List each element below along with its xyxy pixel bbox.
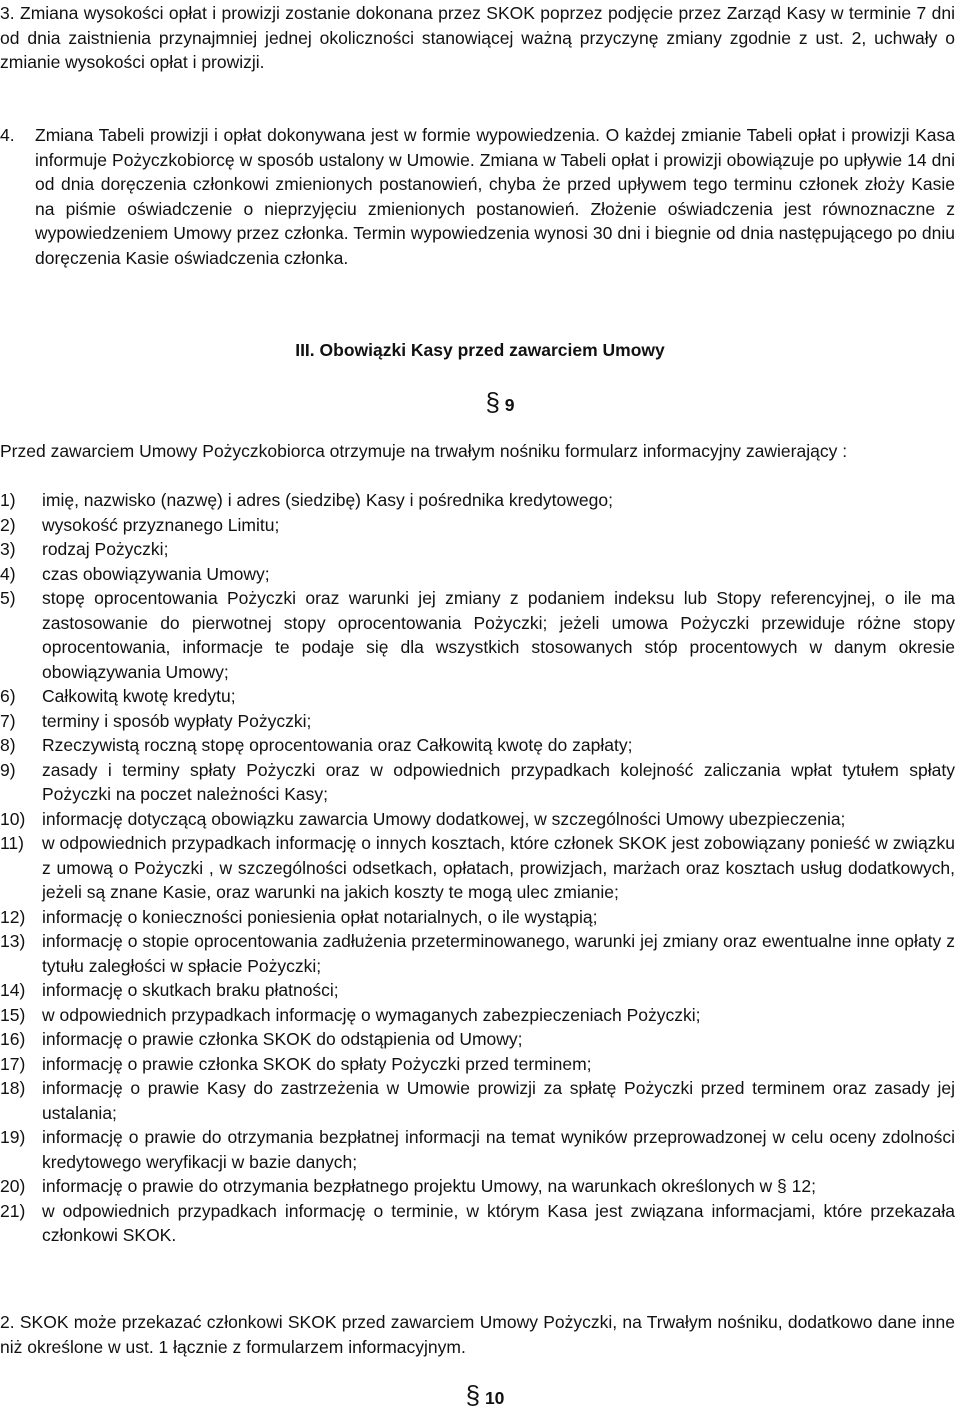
section-10-mark — [440, 1380, 530, 1411]
list-item — [0, 831, 955, 905]
section-number: 10 — [484, 1388, 505, 1408]
section-number: 9 — [504, 395, 515, 415]
list-item — [0, 978, 955, 1003]
list-item-number: 5) — [0, 588, 16, 608]
list-item-number: 16) — [0, 1029, 26, 1049]
list-item-number: 4) — [0, 563, 16, 584]
list-item-number: 15) — [0, 1004, 26, 1025]
list-item-text: czas obowiązywania Umowy; — [42, 563, 270, 584]
paragraph-2 — [0, 1310, 955, 1359]
list-item-number: 20) — [0, 1176, 26, 1196]
paragraph-text: Zmiana Tabeli prowizji i opłat dokonywana jest w formie wypowiedzenia. O każdej zmianie Tabeli opłat i prowizji Kasa informuje Pożyczkobiorcę w sposób ustalony w Umowie. Zmiana w Tabeli opłat i prowizji obowiązuje po upływie 14 dni od dnia doręczenia członkowi zmienionych postanowień, chyba że przed upływem tego terminu członek złoży Kasie na piśmie oświadczenie o nieprzyjęciu zmienionych postanowień. Złożenie oświadczenia jest równoznaczne z wypowiedzeniem Umowy przez członka. Termin wypowiedzenia wynosi 30 dni i biegnie od dnia następującego po dniu doręczenia Kasie oświadczenia członka. — [35, 125, 955, 268]
list-item-number: 19) — [0, 1127, 26, 1147]
list-item — [0, 733, 955, 758]
list-item-number: 13) — [0, 931, 26, 951]
list-item-number: 8) — [0, 735, 16, 755]
list-item — [0, 929, 955, 978]
list-item-text: informację o prawie Kasy do zastrzeżenia w Umowie prowizji za spłatę Pożyczki przed terminem oraz zasady jej ustalania; — [42, 1078, 955, 1123]
information-list — [0, 488, 955, 1248]
list-item-text: informację o prawie do otrzymania bezpłatnej informacji na temat wyników przeprowadzonej w celu oceny zdolności kredytowego weryfikacji w bazie danych; — [42, 1127, 955, 1172]
paragraph-text: SKOK może przekazać członkowi SKOK przed zawarciem Umowy Pożyczki, na Trwałym nośniku, dodatkowo dane inne niż określone w ust. 1 łącznie z formularzem informacyjnym. — [0, 1312, 955, 1357]
list-item — [0, 807, 955, 832]
list-item — [0, 513, 955, 538]
section-9-mark — [460, 387, 540, 418]
list-item-number: 11) — [0, 833, 24, 853]
list-item — [0, 905, 955, 930]
paragraph-number: 4. — [0, 125, 15, 145]
list-item-number: 14) — [0, 980, 26, 1000]
list-item — [0, 684, 955, 709]
section-heading: III. Obowiązki Kasy przed zawarciem Umowy — [295, 340, 665, 360]
list-item-text: zasady i terminy spłaty Pożyczki oraz w odpowiednich przypadkach kolejność zaliczania wpłat tytułem spłaty Pożyczki na poczet należności Kasy; — [42, 759, 955, 804]
list-item-number: 6) — [0, 686, 16, 706]
list-item-text: w odpowiednich przypadkach informację o wymaganych zabezpieczeniach Pożyczki; — [42, 1004, 701, 1025]
list-item-text: informację o prawie członka SKOK do spłaty Pożyczki przed terminem; — [42, 1053, 592, 1074]
list-item — [0, 758, 955, 807]
list-item-number: 3) — [0, 539, 16, 559]
list-item-text: rodzaj Pożyczki; — [42, 539, 169, 559]
intro-text: Przed zawarciem Umowy Pożyczkobiorca otrzymuje na trwałym nośniku formularz informacyjny zawierający : — [0, 441, 848, 461]
list-item-text: wysokość przyznanego Limitu; — [42, 514, 280, 535]
list-item — [0, 1199, 955, 1248]
list-item-text: informację o prawie do otrzymania bezpłatnego projektu Umowy, na warunkach określonych w § 12; — [42, 1176, 816, 1196]
list-item-text: imię, nazwisko (nazwę) i adres (siedzibę) Kasy i pośrednika kredytowego; — [42, 490, 613, 510]
list-item-text: informację o skutkach braku płatności; — [42, 980, 339, 1000]
list-item — [0, 488, 955, 513]
list-item-number: 2) — [0, 514, 16, 535]
list-item-text: stopę oprocentowania Pożyczki oraz warunki jej zmiany z podaniem indeksu lub Stopy referencyjnej, o ile ma zastosowanie do pierwotnej stopy oprocentowania Pożyczki; jeżeli umowa Pożyczki przewiduje różne stopy oprocentowania, informacje te podaje się dla wszystkich stosowanych stóp procentowych w danym okresie obowiązywania Umowy; — [42, 588, 955, 682]
list-item-text: informację o stopie oprocentowania zadłużenia przeterminowanego, warunki jej zmiany oraz ewentualne inne opłaty z tytułu zaległości w spłacie Pożyczki; — [42, 931, 955, 976]
section-symbol: § — [465, 1380, 481, 1410]
paragraph-text: Zmiana wysokości opłat i prowizji zostanie dokonana przez SKOK poprzez podjęcie przez Zarząd Kasy w terminie 7 dni od dnia zaistnienia przynajmniej jednej okoliczności stanowiącej ważną przyczynę zmiany zgodnie z ust. 2, uchwały o zmianie wysokości opłat i prowizji. — [0, 3, 955, 72]
list-item — [0, 1125, 955, 1174]
section-symbol: § — [485, 387, 500, 417]
list-item-text: informację o prawie członka SKOK do odstąpienia od Umowy; — [42, 1029, 523, 1049]
list-item-text: informację o konieczności poniesienia opłat notarialnych, o ile wystąpią; — [42, 906, 598, 927]
list-item — [0, 537, 955, 562]
list-item-number: 12) — [0, 906, 26, 927]
list-item-number: 7) — [0, 710, 16, 731]
list-item — [0, 709, 955, 734]
list-item — [0, 1027, 955, 1052]
list-item-number: 1) — [0, 490, 16, 510]
paragraph-number: 2. — [0, 1312, 15, 1332]
paragraph-3 — [0, 1, 955, 75]
paragraph-4 — [0, 123, 955, 270]
paragraph-number: 3. — [0, 3, 15, 23]
list-item-number: 18) — [0, 1078, 26, 1098]
list-item — [0, 562, 955, 587]
list-item-number: 17) — [0, 1053, 26, 1074]
list-item-text: Całkowitą kwotę kredytu; — [42, 686, 236, 706]
list-item-text: informację dotyczącą obowiązku zawarcia Umowy dodatkowej, w szczególności Umowy ubezpieczenia; — [42, 808, 846, 829]
list-item-text: terminy i sposób wypłaty Pożyczki; — [42, 710, 312, 731]
list-item-text: Rzeczywistą roczną stopę oprocentowania oraz Całkowitą kwotę do zapłaty; — [42, 735, 633, 755]
list-item-text: w odpowiednich przypadkach informację o innych kosztach, które członek SKOK jest zobowiązany ponieść w związku z umową o Pożyczki , w szczególności odsetkach, opłatach, prowizjach, marżach oraz kosztach usług dodatkowych, jeżeli są znane Kasie, oraz warunki na jakich koszty te mogą ulec zmianie; — [42, 833, 955, 902]
list-item — [0, 586, 955, 684]
list-item-number: 9) — [0, 759, 16, 780]
list-item — [0, 1076, 955, 1125]
list-item-text: w odpowiednich przypadkach informację o terminie, w którym Kasa jest związana informacjami, które przekazała członkowi SKOK. — [42, 1200, 955, 1245]
list-item-number: 21) — [0, 1200, 26, 1221]
list-item-number: 10) — [0, 808, 26, 829]
list-item — [0, 1003, 955, 1028]
list-item — [0, 1174, 955, 1199]
list-item — [0, 1052, 955, 1077]
